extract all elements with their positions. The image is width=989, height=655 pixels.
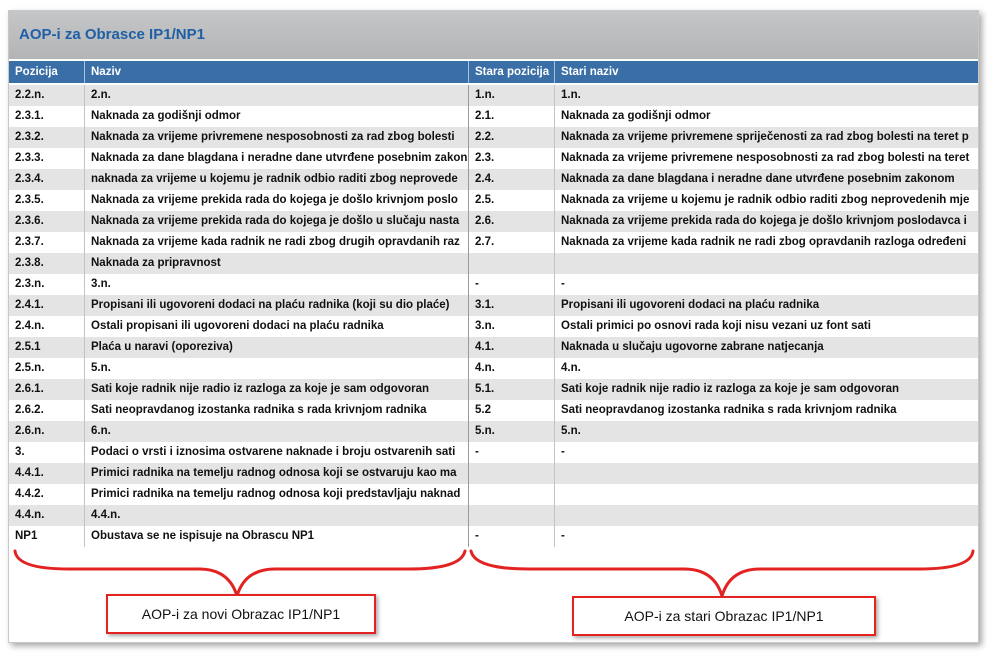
brace-new (15, 551, 465, 596)
cell-naziv: Primici radnika na temelju radnog odnosa koji predstavljaju naknad (91, 488, 461, 500)
table-row[interactable] (9, 463, 978, 484)
cell-pozicija: 4.4.2. (15, 488, 44, 500)
brace-old (471, 551, 973, 596)
cell-stara-pozicija: 2.3. (475, 152, 495, 164)
cell-stari-naziv: Naknada za vrijeme u kojemu je radnik odbio raditi zbog neprovedenih mje (561, 194, 970, 206)
cell-pozicija: 2.3.5. (15, 194, 44, 206)
table-row[interactable] (9, 400, 978, 421)
cell-pozicija: 4.4.n. (15, 509, 45, 521)
cell-pozicija: 2.6.2. (15, 404, 44, 416)
cell-stara-pozicija: 2.6. (475, 215, 495, 227)
cell-stari-naziv: Sati koje radnik nije radio iz razloga za koje je sam odgovoran (561, 383, 900, 395)
table-row[interactable] (9, 505, 978, 526)
cell-naziv: Propisani ili ugovoreni dodaci na plaću radnika (koji su dio plaće) (91, 299, 450, 311)
cell-stara-pozicija: - (475, 446, 479, 458)
cell-naziv: Naknada za vrijeme prekida rada do kojega je došlo u slučaju nasta (91, 215, 460, 227)
page-title: AOP-i za Obrasce IP1/NP1 (19, 26, 205, 43)
cell-stari-naziv: Naknada za vrijeme prekida rada do kojega je došlo krivnjom poslodavca i (561, 215, 967, 227)
table-row[interactable] (9, 232, 978, 253)
column-header-pozicija[interactable]: Pozicija (15, 66, 58, 78)
column-divider (554, 85, 555, 547)
cell-pozicija: 2.3.6. (15, 215, 44, 227)
cell-naziv: Primici radnika na temelju radnog odnosa koji se ostvaruju kao ma (91, 467, 457, 479)
cell-pozicija: 4.4.1. (15, 467, 44, 479)
cell-stari-naziv: Naknada za vrijeme privremene spriječenosti za rad zbog bolesti na teret p (561, 131, 969, 143)
brace-annotations (9, 541, 978, 601)
cell-stara-pozicija: 5.2 (475, 404, 491, 416)
cell-naziv: Naknada za dane blagdana i neradne dane utvrđene posebnim zakon (91, 152, 468, 164)
cell-stara-pozicija: 2.7. (475, 236, 495, 248)
column-header-naziv[interactable]: Naziv (91, 66, 122, 78)
column-divider (84, 85, 85, 547)
cell-pozicija: 3. (15, 446, 25, 458)
cell-naziv: Obustava se ne ispisuje na Obrascu NP1 (91, 530, 315, 542)
cell-stara-pozicija: 4.n. (475, 362, 495, 374)
table-row[interactable] (9, 253, 978, 274)
cell-stara-pozicija: 4.1. (475, 341, 495, 353)
cell-stara-pozicija: 5.1. (475, 383, 495, 395)
cell-pozicija: 2.3.n. (15, 278, 45, 290)
cell-stari-naziv (555, 505, 978, 526)
table-row[interactable] (9, 337, 978, 358)
cell-pozicija: 2.3.7. (15, 236, 44, 248)
cell-naziv: 5.n. (91, 362, 111, 374)
cell-pozicija: 2.3.4. (15, 173, 44, 185)
table-row[interactable] (9, 421, 978, 442)
cell-stara-pozicija: 2.1. (475, 110, 495, 122)
cell-naziv: 4.4.n. (91, 509, 121, 521)
cell-naziv: Ostali propisani ili ugovoreni dodaci na plaću radnika (91, 320, 384, 332)
cell-stari-naziv: Naknada za dane blagdana i neradne dane utvrđene posebnim zakonom (561, 173, 955, 185)
cell-pozicija: 2.5.n. (15, 362, 45, 374)
cell-pozicija: 2.3.8. (15, 257, 44, 269)
table-row[interactable] (9, 274, 978, 295)
cell-stara-pozicija: 1.n. (475, 89, 495, 101)
cell-stara-pozicija: 2.5. (475, 194, 495, 206)
cell-naziv: 6.n. (91, 425, 111, 437)
cell-naziv: Plaća u naravi (oporeziva) (91, 341, 233, 353)
cell-stara-pozicija: 3.n. (475, 320, 495, 332)
cell-stari-naziv: Naknada za vrijeme kada radnik ne radi zbog opravdanih razloga određeni (561, 236, 967, 248)
table-row[interactable] (9, 211, 978, 232)
table-header (9, 61, 978, 83)
cell-stari-naziv: Naknada u slučaju ugovorne zabrane natjecanja (561, 341, 824, 353)
cell-naziv: Naknada za vrijeme privremene nesposobnosti za rad zbog bolesti (91, 131, 455, 143)
cell-pozicija: 2.2.n. (15, 89, 45, 101)
cell-naziv: naknada za vrijeme u kojemu je radnik odbio raditi zbog neprovede (91, 173, 458, 185)
callout-new-form: AOP-i za novi Obrazac IP1/NP1 (106, 594, 376, 634)
cell-stari-naziv: - (561, 446, 565, 458)
cell-stari-naziv: Naknada za godišnji odmor (561, 110, 711, 122)
table-row[interactable] (9, 127, 978, 148)
cell-pozicija: 2.6.1. (15, 383, 44, 395)
table-row[interactable] (9, 484, 978, 505)
cell-pozicija: 2.6.n. (15, 425, 45, 437)
cell-stari-naziv: 4.n. (561, 362, 581, 374)
table-row[interactable] (9, 106, 978, 127)
cell-naziv: Naknada za vrijeme kada radnik ne radi zbog drugih opravdanih raz (91, 236, 460, 248)
title-bar (9, 11, 978, 59)
cell-stara-pozicija: 2.4. (475, 173, 495, 185)
cell-stara-pozicija: 2.2. (475, 131, 495, 143)
cell-pozicija: 2.4.1. (15, 299, 44, 311)
cell-pozicija: 2.5.1 (15, 341, 41, 353)
table-row[interactable] (9, 316, 978, 337)
cell-stari-naziv: - (561, 278, 565, 290)
cell-stari-naziv: Sati neopravdanog izostanka radnika s rada krivnjom radnika (561, 404, 897, 416)
column-header-stari-naziv[interactable]: Stari naziv (561, 66, 619, 78)
cell-stari-naziv: Naknada za vrijeme privremene nesposobnosti za rad zbog bolesti na teret (561, 152, 970, 164)
cell-stara-pozicija: 3.1. (475, 299, 495, 311)
table-row[interactable] (9, 190, 978, 211)
cell-naziv: Podaci o vrsti i iznosima ostvarene naknade i broju ostvarenih sati (91, 446, 456, 458)
cell-stari-naziv (555, 253, 978, 274)
cell-naziv: Naknada za pripravnost (91, 257, 221, 269)
cell-stara-pozicija (469, 484, 554, 505)
aop-window (8, 10, 979, 643)
cell-stari-naziv (555, 484, 978, 505)
cell-stara-pozicija (469, 253, 554, 274)
cell-pozicija: 2.3.3. (15, 152, 44, 164)
cell-pozicija: 2.3.2. (15, 131, 44, 143)
cell-stara-pozicija: 5.n. (475, 425, 495, 437)
cell-stari-naziv: Ostali primici po osnovi rada koji nisu vezani uz font sati (561, 320, 871, 332)
table-row[interactable] (9, 379, 978, 400)
table-row[interactable] (9, 358, 978, 379)
cell-stari-naziv: Propisani ili ugovoreni dodaci na plaću radnika (561, 299, 820, 311)
cell-stari-naziv: - (561, 530, 565, 542)
cell-pozicija: 2.3.1. (15, 110, 44, 122)
cell-naziv: 2.n. (91, 89, 111, 101)
cell-naziv: 3.n. (91, 278, 111, 290)
cell-naziv: Naknada za godišnji odmor (91, 110, 241, 122)
cell-pozicija: NP1 (15, 530, 38, 542)
cell-stara-pozicija (469, 505, 554, 526)
cell-stari-naziv (555, 463, 978, 484)
callout-old-form: AOP-i za stari Obrazac IP1/NP1 (572, 596, 876, 636)
cell-naziv: Sati neopravdanog izostanka radnika s rada krivnjom radnika (91, 404, 427, 416)
table-row[interactable] (9, 148, 978, 169)
cell-stara-pozicija: - (475, 530, 479, 542)
cell-stari-naziv: 1.n. (561, 89, 581, 101)
cell-stari-naziv: 5.n. (561, 425, 581, 437)
column-divider (468, 85, 469, 547)
cell-stara-pozicija: - (475, 278, 479, 290)
table-row[interactable] (9, 442, 978, 463)
cell-naziv: Sati koje radnik nije radio iz razloga za koje je sam odgovoran (91, 383, 430, 395)
cell-naziv: Naknada za vrijeme prekida rada do kojega je došlo krivnjom poslo (91, 194, 458, 206)
table-row[interactable] (9, 295, 978, 316)
cell-pozicija: 2.4.n. (15, 320, 45, 332)
table-row[interactable] (9, 85, 978, 106)
table-row[interactable] (9, 169, 978, 190)
cell-stara-pozicija (469, 463, 554, 484)
column-header-stara-pozicija[interactable]: Stara pozicija (475, 66, 550, 78)
